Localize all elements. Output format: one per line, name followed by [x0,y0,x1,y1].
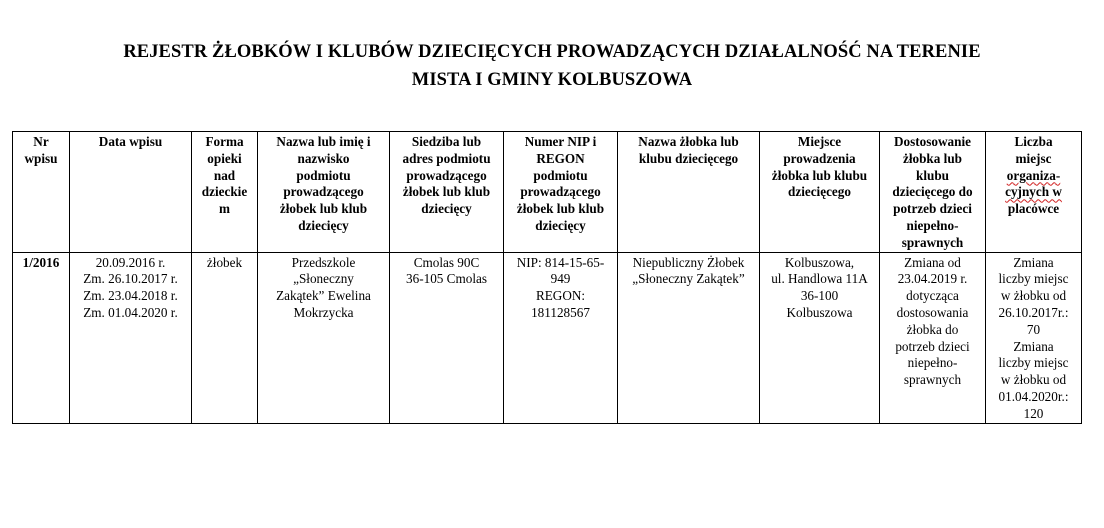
cell-liczba-line: 70 [1026,321,1041,337]
header-miejsce-line: dziecięcego [788,184,851,200]
cell-dostosowanie-line: Zmiana od [904,254,961,270]
header-nip-regon-line: Numer NIP i [524,134,597,149]
header-nip-regon [504,132,618,253]
header-nazwa-zlobka-line: klubu dziecięcego [638,150,739,166]
cell-siedziba-line: 36-105 Cmolas [406,271,487,287]
cell-liczba-miejsc [986,252,1082,423]
cell-dostosowanie-line: potrzeb dzieci [895,338,970,354]
cell-forma-value: żłobek [206,254,243,270]
cell-liczba-line: Zmiana [1013,338,1054,354]
cell-liczba-line: liczby miejsc [998,355,1069,371]
cell-podmiot-line: „Słoneczny [293,271,354,287]
header-forma-opieki [192,132,258,253]
cell-dostosowanie-line: niepełno- [907,355,958,371]
header-nazwa-podmiotu-line: dziecięcy [298,217,349,233]
cell-dostosowanie-line: 23.04.2019 r. [897,271,968,287]
header-forma-line: Forma [205,134,244,149]
header-siedziba-line: dziecięcy [421,201,472,217]
header-nip-regon-line: dziecięcy [535,217,586,233]
cell-zlobek-line: „Słoneczny Zakątek” [632,271,745,287]
cell-liczba-line: liczby miejsc [998,271,1069,287]
cell-siedziba-line: Cmolas 90C [413,254,480,270]
cell-dostosowanie-line: żłobka do [906,321,959,337]
cell-liczba-line: 120 [1023,405,1044,421]
header-nr-line: wpisu [24,150,58,166]
header-miejsce-line: Miejsce [797,134,842,149]
cell-podmiot-line: Zakątek” Ewelina [276,288,371,304]
header-nip-regon-line: podmiotu [533,167,588,183]
header-nip-regon-line: żłobek lub klub [516,201,605,217]
header-liczba-line: miejsc [1015,150,1052,166]
cell-liczba-line: w żłobku od [1000,288,1067,304]
header-forma-line: dzieckie [201,184,248,200]
table-row [13,252,1082,423]
header-liczba-line-spellcheck: cyjnych w [1005,184,1062,200]
cell-podmiot-line: Przedszkole [291,254,356,270]
header-miejsce-line: prowadzenia [783,150,856,166]
header-dostosowanie-line: klubu [915,167,949,183]
header-siedziba-line: Siedziba lub [411,134,482,149]
cell-regon-line: REGON: [535,288,586,304]
cell-nip-line: NIP: 814-15-65- [516,254,605,270]
cell-regon-line: 181128567 [531,304,590,320]
header-siedziba [390,132,504,253]
cell-nr [13,252,70,423]
cell-zlobek-line: Niepubliczny Żłobek [632,254,745,270]
cell-dostosowanie [880,252,986,423]
header-dostosowanie-line: Dostosowanie [894,134,971,149]
cell-liczba-line: w żłobku od [1000,372,1067,388]
header-nr-line: Nr [33,134,49,149]
header-dostosowanie-line: niepełno- [906,217,959,233]
header-dostosowanie-line: sprawnych [901,234,964,250]
register-table [12,131,1082,424]
header-nazwa-zlobka [618,132,760,253]
header-nazwa-podmiotu-line: Nazwa lub imię i [276,134,371,149]
header-row [13,132,1082,253]
cell-miejsce-line: 36-100 [800,288,839,304]
title-line-1: REJESTR ŻŁOBKÓW I KLUBÓW DZIECIĘCYCH PROWADZĄCYCH DZIAŁALNOŚĆ NA TERENIE [123,42,981,62]
cell-dostosowanie-line: dotycząca [906,288,959,304]
header-forma-line: nad [213,167,236,183]
header-forma-line: opieki [207,150,242,166]
cell-liczba-line: 26.10.2017r.: [998,304,1069,320]
cell-dostosowanie-line: sprawnych [903,372,962,388]
header-dostosowanie-line: żłobka lub [902,150,962,166]
cell-forma-opieki [192,252,258,423]
cell-miejsce-line: ul. Handlowa 11A [771,271,868,287]
header-dostosowanie-line: dziecięcego do [892,184,973,200]
cell-liczba-line: Zmiana [1013,254,1054,270]
header-data-wpisu-line: Data wpisu [98,134,163,149]
header-forma-line: m [219,201,230,217]
header-siedziba-line: żłobek lub klub [402,184,491,200]
cell-podmiot-line: Mokrzycka [293,304,354,320]
cell-siedziba [390,252,504,423]
cell-date-line: Zm. 01.04.2020 r. [83,304,178,320]
cell-data-wpisu [70,252,192,423]
cell-nip-regon [504,252,618,423]
cell-nazwa-podmiotu [258,252,390,423]
cell-nip-line: 949 [550,271,571,287]
cell-miejsce-line: Kolbuszowa [786,304,853,320]
header-nazwa-podmiotu-line: prowadzącego [283,184,364,200]
header-liczba-line: Liczba [1014,134,1053,149]
header-liczba-line-spellcheck: organiza- [1006,167,1061,183]
header-nazwa-podmiotu-line: podmiotu [296,167,351,183]
header-dostosowanie [880,132,986,253]
cell-date-line: Zm. 23.04.2018 r. [83,288,178,304]
cell-miejsce [760,252,880,423]
cell-date-line: Zm. 26.10.2017 r. [83,271,178,287]
header-nip-regon-line: prowadzącego [520,184,601,200]
cell-miejsce-line: Kolbuszowa, [784,254,855,270]
header-liczba-miejsc [986,132,1082,253]
cell-liczba-line: 01.04.2020r.: [998,388,1069,404]
header-nazwa-zlobka-line: Nazwa żłobka lub [638,134,739,149]
header-miejsce-line: żłobka lub klubu [771,167,868,183]
header-nip-regon-line: REGON [536,150,585,166]
title-line-2: MISTA I GMINY KOLBUSZOWA [411,70,693,90]
header-nazwa-podmiotu-line: nazwisko [297,150,350,166]
header-miejsce [760,132,880,253]
header-nazwa-podmiotu-line: żłobek lub klub [279,201,368,217]
cell-nr-value: 1/2016 [22,254,60,270]
cell-dostosowanie-line: dostosowania [896,304,969,320]
header-data-wpisu [70,132,192,253]
header-nr [13,132,70,253]
header-siedziba-line: adres podmiotu [402,150,491,166]
header-siedziba-line: prowadzącego [406,167,487,183]
cell-date-line: 20.09.2016 r. [95,254,166,270]
header-nazwa-podmiotu [258,132,390,253]
document-title [0,38,1104,94]
header-dostosowanie-line: potrzeb dzieci [893,201,972,217]
header-liczba-line: placówce [1007,201,1060,217]
cell-nazwa-zlobka [618,252,760,423]
